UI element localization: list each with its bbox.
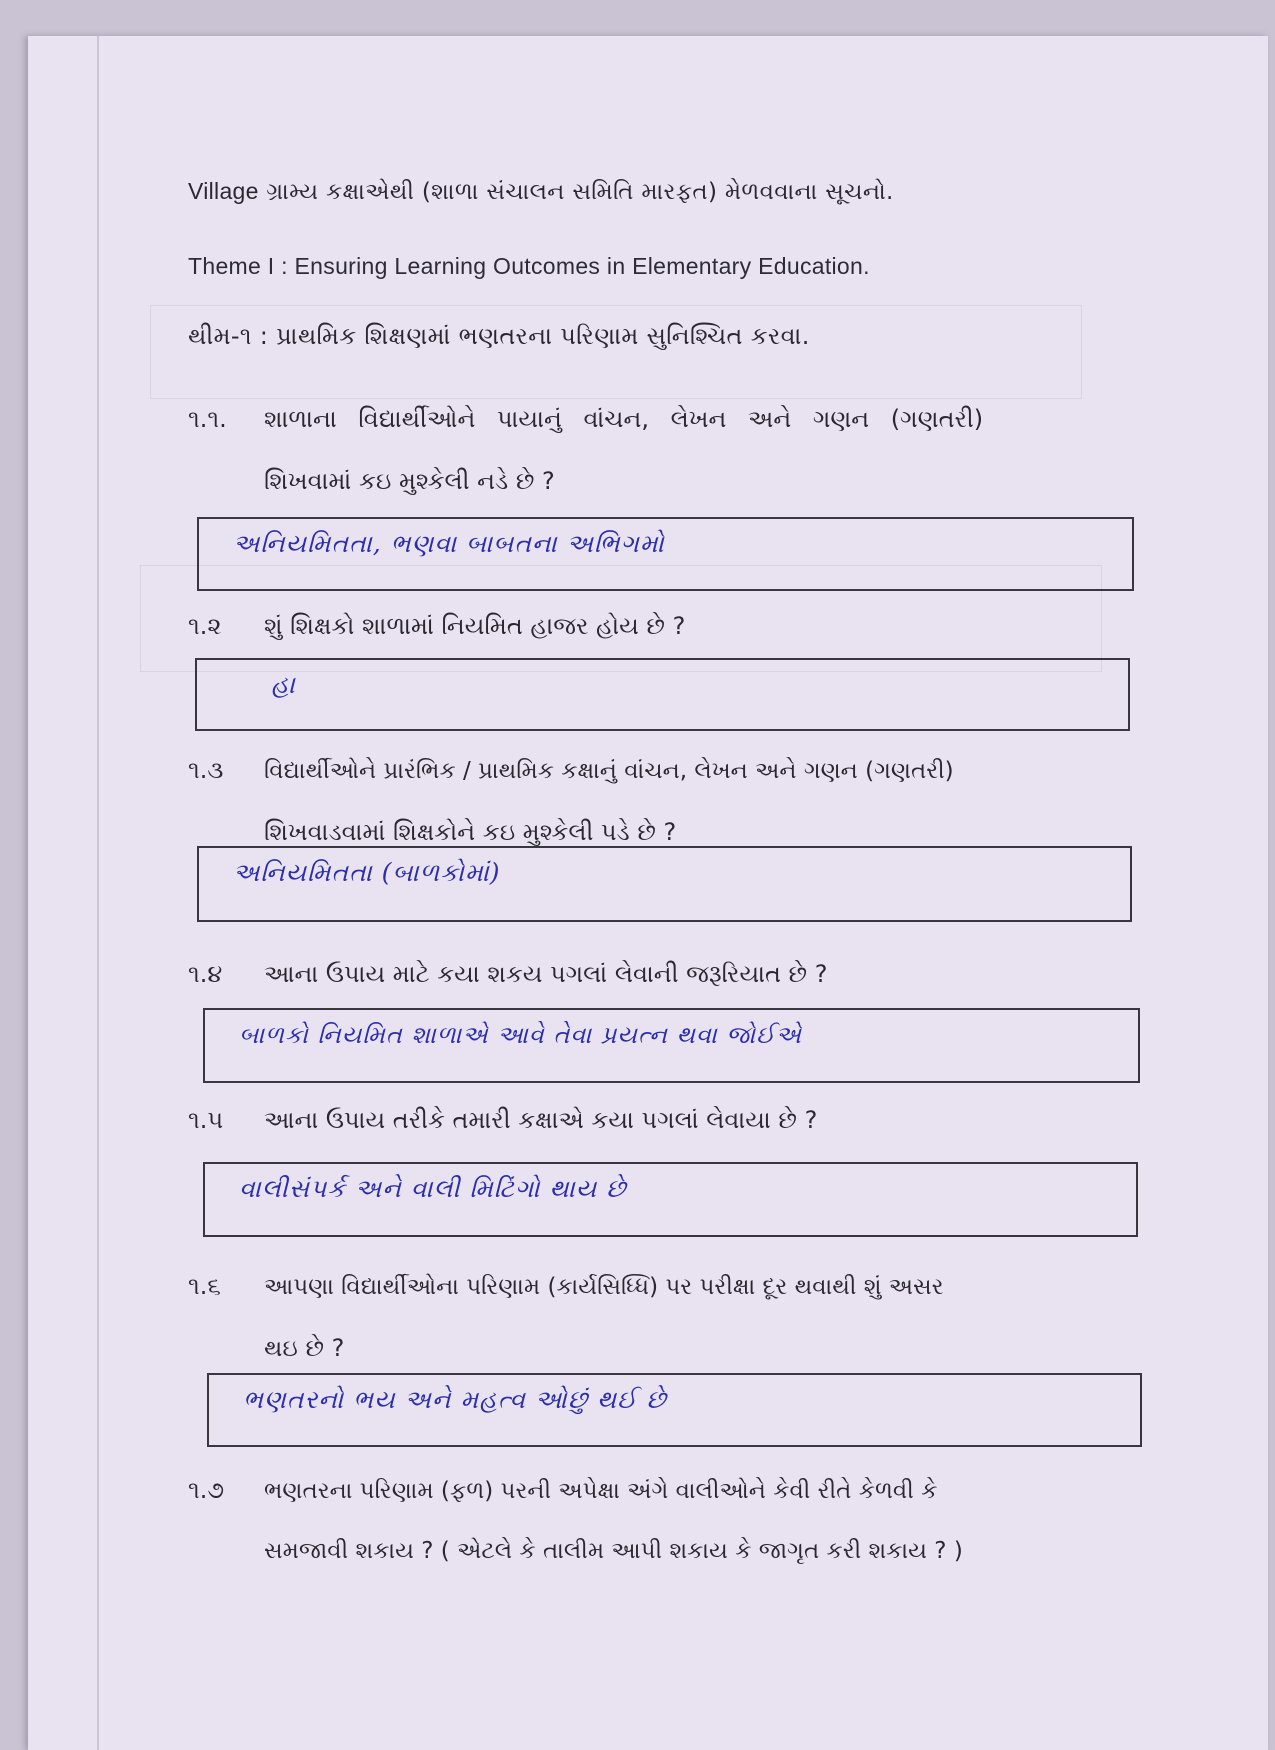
question-1-7-continued: સમજાવી શકાય ? ( એટલે કે તાલીમ આપી શકાય કે જાગૃત કરી શકાય ? ): [264, 1538, 963, 1564]
question-1-5: [188, 1106, 817, 1134]
show-through-box: [150, 305, 1082, 399]
question-1-3-continued: શિખવાડવામાં શિક્ષકોને કઇ મુશ્કેલી પડે છે ?: [264, 818, 677, 846]
question-text: આના ઉપાય માટે કયા શકય પગલાં લેવાની જરૂરિયાત છે ?: [264, 960, 828, 988]
question-text: શાળાના વિદ્યાર્થીઓને પાયાનું વાંચન, લેખન અને ગણન (ગણતરી): [264, 405, 984, 433]
answer-text: અનિયમિતતા, ભણવા બાબતના અભિગમો: [233, 529, 665, 558]
answer-box-1-6[interactable]: [207, 1373, 1142, 1447]
heading-village: Village: [188, 178, 259, 204]
question-1-2: [188, 612, 685, 640]
answer-text: ભણતરનો ભય અને મહત્વ ઓછું થઈ છે: [243, 1385, 667, 1414]
page-heading: [188, 178, 894, 205]
question-number: ૧.૬: [188, 1272, 221, 1300]
question-number: ૧.૭: [188, 1476, 225, 1504]
question-number: ૧.૨: [188, 612, 222, 640]
answer-text: અનિયમિતતા (બાળકોમાં): [233, 858, 501, 887]
question-text: શું શિક્ષકો શાળામાં નિયમિત હાજર હોય છે ?: [264, 612, 686, 640]
heading-text: ગ્રામ્ય કક્ષાએથી (શાળા સંચાલન સમિતિ મારફત) મેળવવાના સૂચનો.: [266, 179, 894, 205]
answer-box-1-2[interactable]: [195, 658, 1130, 731]
question-1-3: [188, 756, 954, 784]
answer-box-1-4[interactable]: [203, 1008, 1140, 1083]
answer-text: બાળકો નિયમિત શાળાએ આવે તેવા પ્રયત્ન થવા જોઈએ: [239, 1021, 802, 1049]
question-1-6-continued: થઇ છે ?: [264, 1334, 345, 1362]
question-number: ૧.૩: [188, 756, 224, 784]
question-1-1-continued: શિખવામાં કઇ મુશ્કેલી નડે છે ?: [264, 467, 555, 495]
theme-title-english: Theme I : Ensuring Learning Outcomes in Elementary Education.: [188, 253, 870, 279]
answer-box-1-5[interactable]: [203, 1162, 1138, 1237]
question-1-7: [188, 1476, 937, 1504]
question-number: ૧.૧.: [188, 405, 227, 433]
answer-box-1-1[interactable]: [197, 517, 1134, 591]
question-text: આના ઉપાય તરીકે તમારી કક્ષાએ કયા પગલાં લેવાયા છે ?: [264, 1106, 818, 1134]
answer-text: હા: [271, 670, 296, 699]
theme-title-gujarati: થીમ-૧ : પ્રાથમિક શિક્ષણમાં ભણતરના પરિણામ સુનિશ્ચિત કરવા.: [188, 322, 810, 350]
question-1-4: [188, 960, 827, 988]
question-1-6: [188, 1272, 944, 1300]
answer-text: વાલીસંપર્ક અને વાલી મિટિંગો થાય છે: [239, 1174, 627, 1203]
answer-box-1-3[interactable]: [197, 846, 1132, 922]
question-number: ૧.૫: [188, 1106, 224, 1134]
question-text: આપણા વિદ્યાર્થીઓના પરિણામ (કાર્યસિધ્ધિ) પર પરીક્ષા દૂર થવાથી શું અસર: [264, 1274, 944, 1300]
question-number: ૧.૪: [188, 960, 223, 988]
question-text: ભણતરના પરિણામ (ફળ) પરની અપેક્ષા અંગે વાલીઓને કેવી રીતે કેળવી કે: [264, 1478, 938, 1504]
question-text: વિદ્યાર્થીઓને પ્રારંભિક / પ્રાથમિક કક્ષાનું વાંચન, લેખન અને ગણન (ગણતરી): [264, 758, 954, 784]
question-1-1: [188, 405, 983, 433]
